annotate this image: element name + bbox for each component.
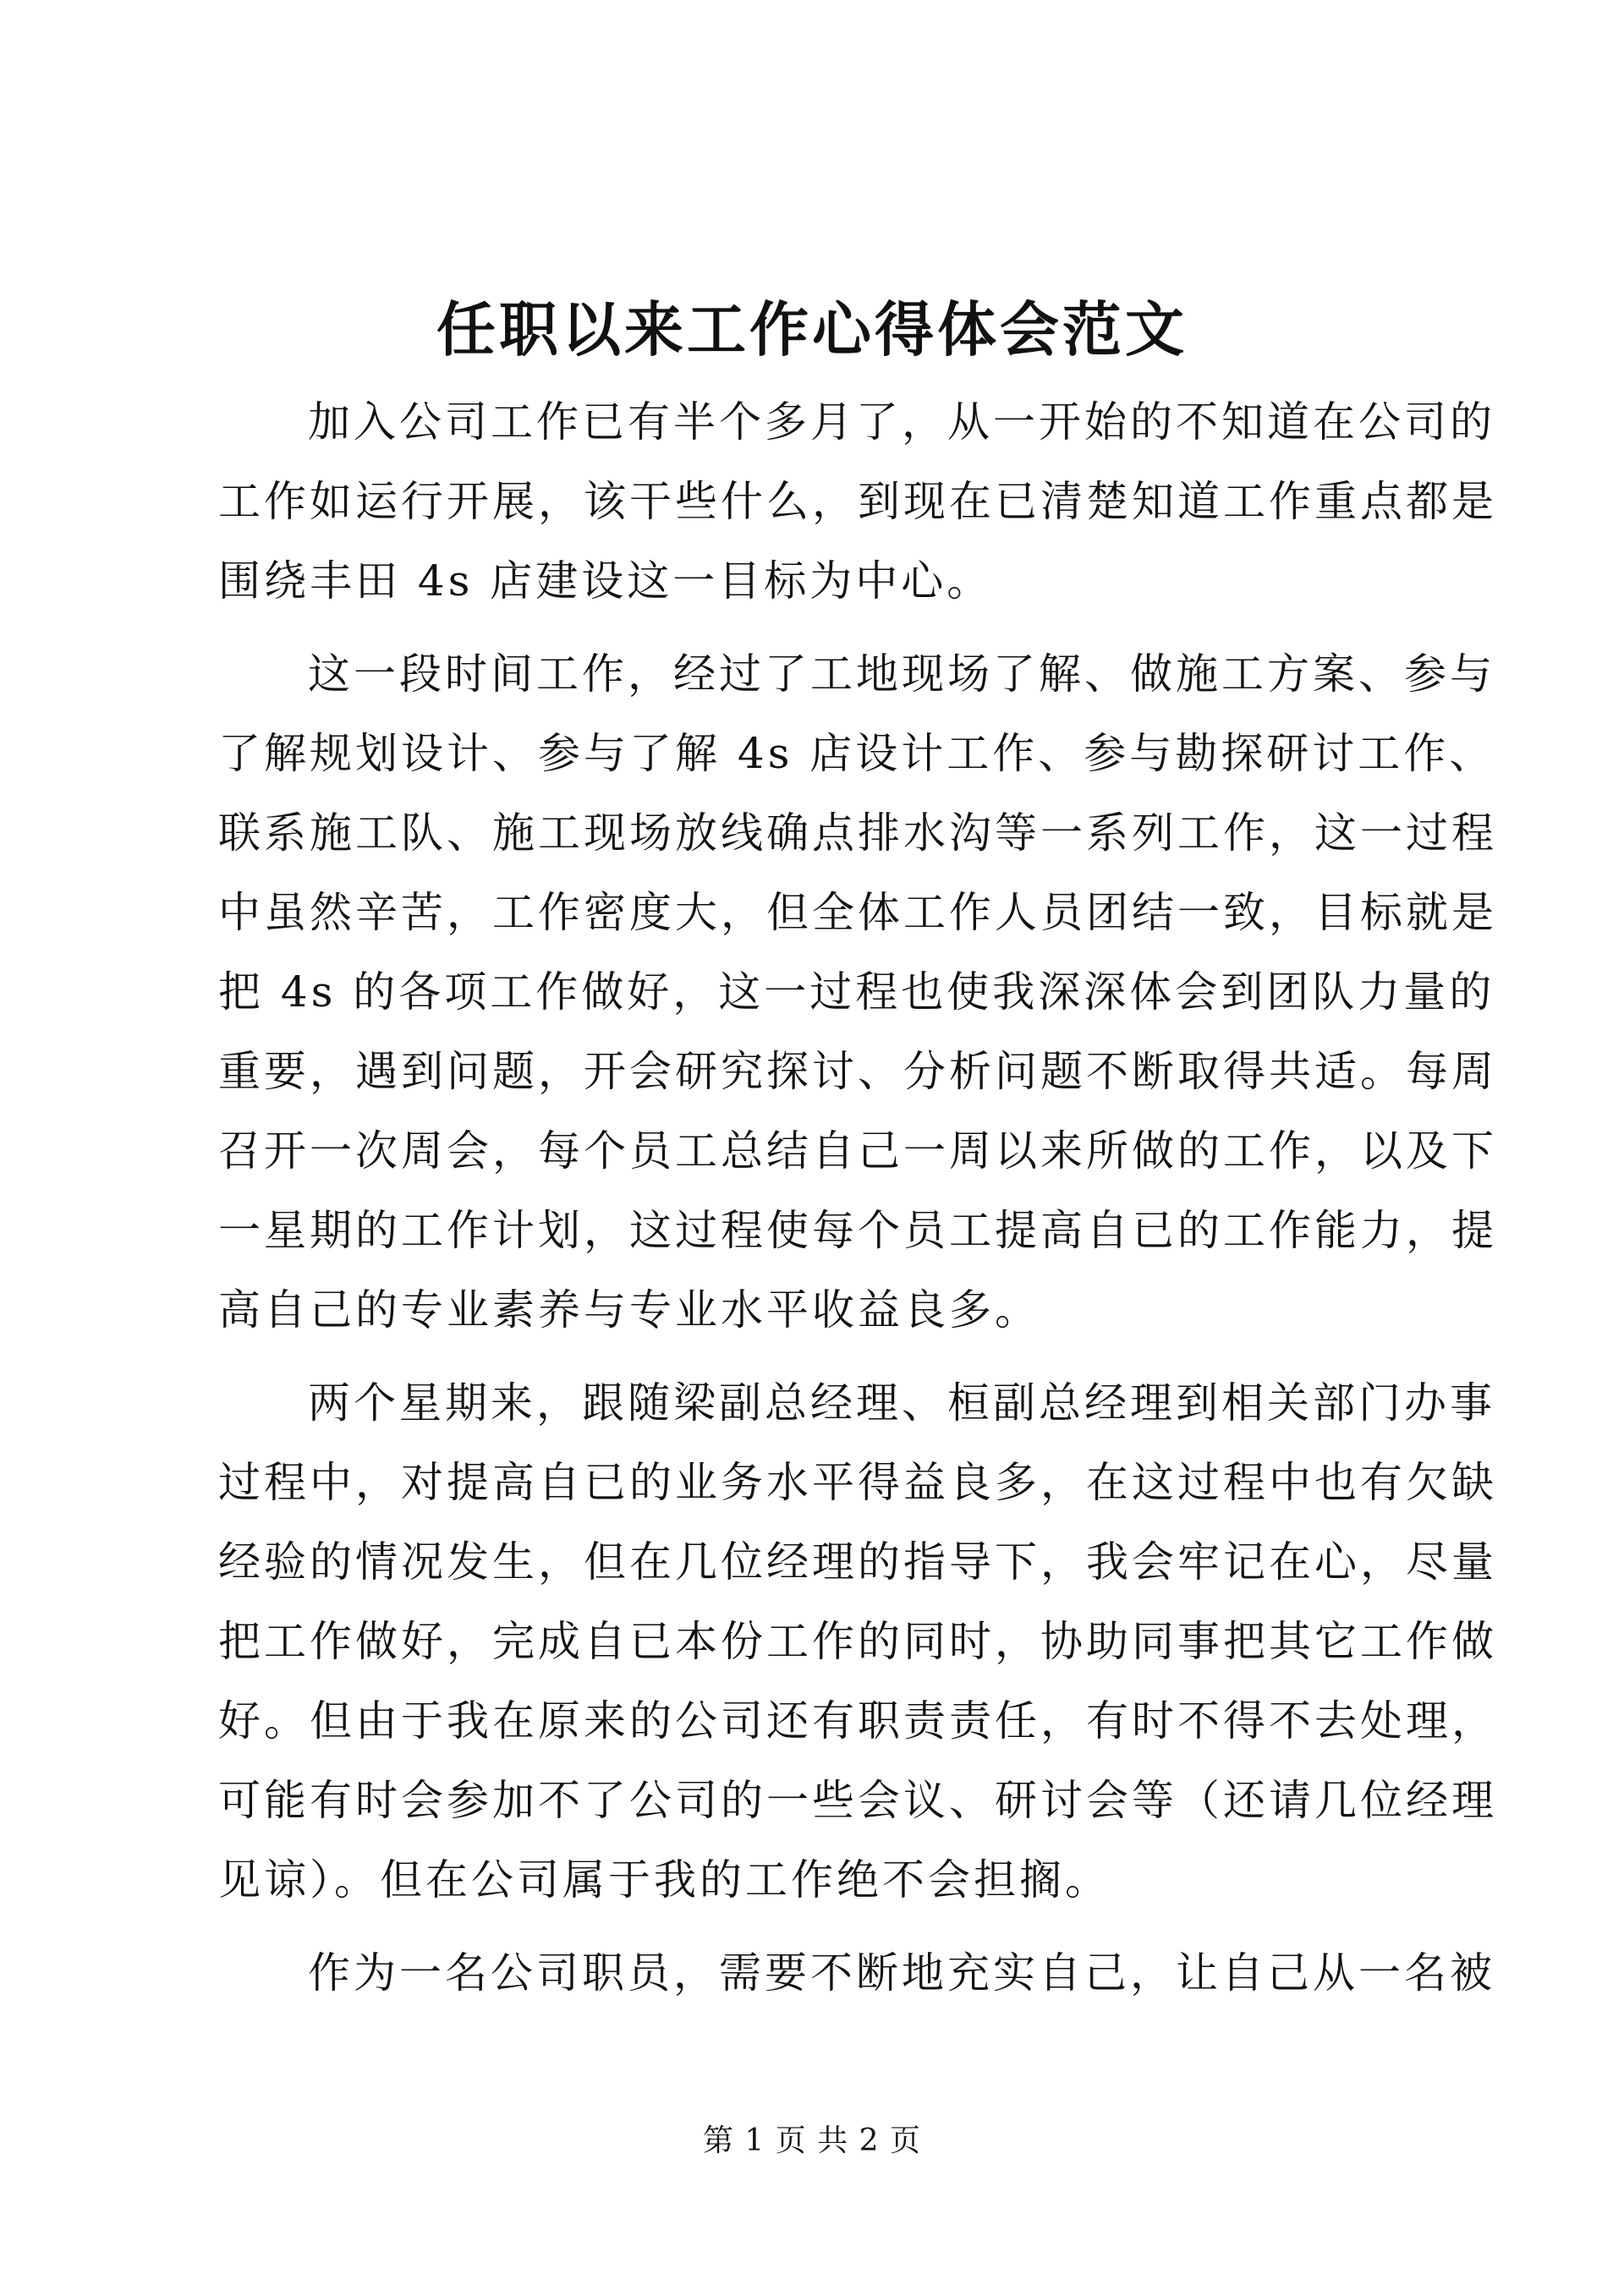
paragraph-gap [218,621,1419,634]
paragraph [218,382,1497,621]
text-line: 围绕丰田 4s 店建设这一目标为中心。 [218,556,993,606]
text-line: 作为一名公司职员，需要不断地充实自己，让自己从一名被 [308,1948,1495,1997]
text-line: 工作如运行开展，该干些什么，到现在已清楚知道工作重点都是 [218,477,1497,526]
text-line: 了解规划设计、参与了解 4s 店设计工作、参与勘探研讨工作、 [218,729,1495,778]
paragraph [218,1933,1495,2013]
document-title: 任职以来工作心得体会范文 [436,294,1188,364]
text-line: 见谅）。但在公司属于我的工作绝不会担搁。 [218,1855,1111,1904]
text-line: 高自己的专业素养与专业水平收益良多。 [218,1285,1040,1334]
text-line: 可能有时会参加不了公司的一些会议、研讨会等（还请几位经理 [218,1776,1497,1825]
page-footer [0,2120,1624,2162]
text-line: 重要，遇到问题，开会研究探讨、分析问题不断取得共适。每周 [218,1047,1497,1096]
text-line: 联系施工队、施工现场放线确点排水沟等一系列工作，这一过程 [218,808,1497,858]
paragraph-gap [218,1920,1419,1933]
text-line: 召开一次周会，每个员工总结自己一周以来所做的工作，以及下 [218,1126,1497,1175]
text-line: 两个星期来，跟随梁副总经理、桓副总经理到相关部门办事 [308,1378,1495,1427]
text-line: 加入公司工作已有半个多月了，从一开始的不知道在公司的 [308,397,1495,447]
text-line: 经验的情况发生，但在几位经理的指导下，我会牢记在心，尽量 [218,1537,1497,1586]
text-line: 过程中，对提高自已的业务水平得益良多，在这过程中也有欠缺 [218,1458,1497,1507]
text-line: 中虽然辛苦，工作密度大，但全体工作人员团结一致，目标就是 [218,888,1497,937]
paragraph-gap [218,1350,1419,1363]
paragraph [218,1363,1497,1920]
text-line: 把工作做好，完成自已本份工作的同时，协助同事把其它工作做 [218,1617,1497,1666]
paragraph [218,634,1497,1350]
text-line: 这一段时间工作，经过了工地现场了解、做施工方案、参与 [308,649,1495,699]
text-line: 一星期的工作计划，这过程使每个员工提高自已的工作能力，提 [218,1206,1497,1255]
text-line: 把 4s 的各项工作做好，这一过程也使我深深体会到团队力量的 [218,967,1495,1016]
page-indicator: 第 1 页 共 2 页 [702,2123,922,2158]
document-body [218,382,1497,2013]
text-line: 好。但由于我在原来的公司还有职责责任，有时不得不去处理， [218,1696,1497,1745]
